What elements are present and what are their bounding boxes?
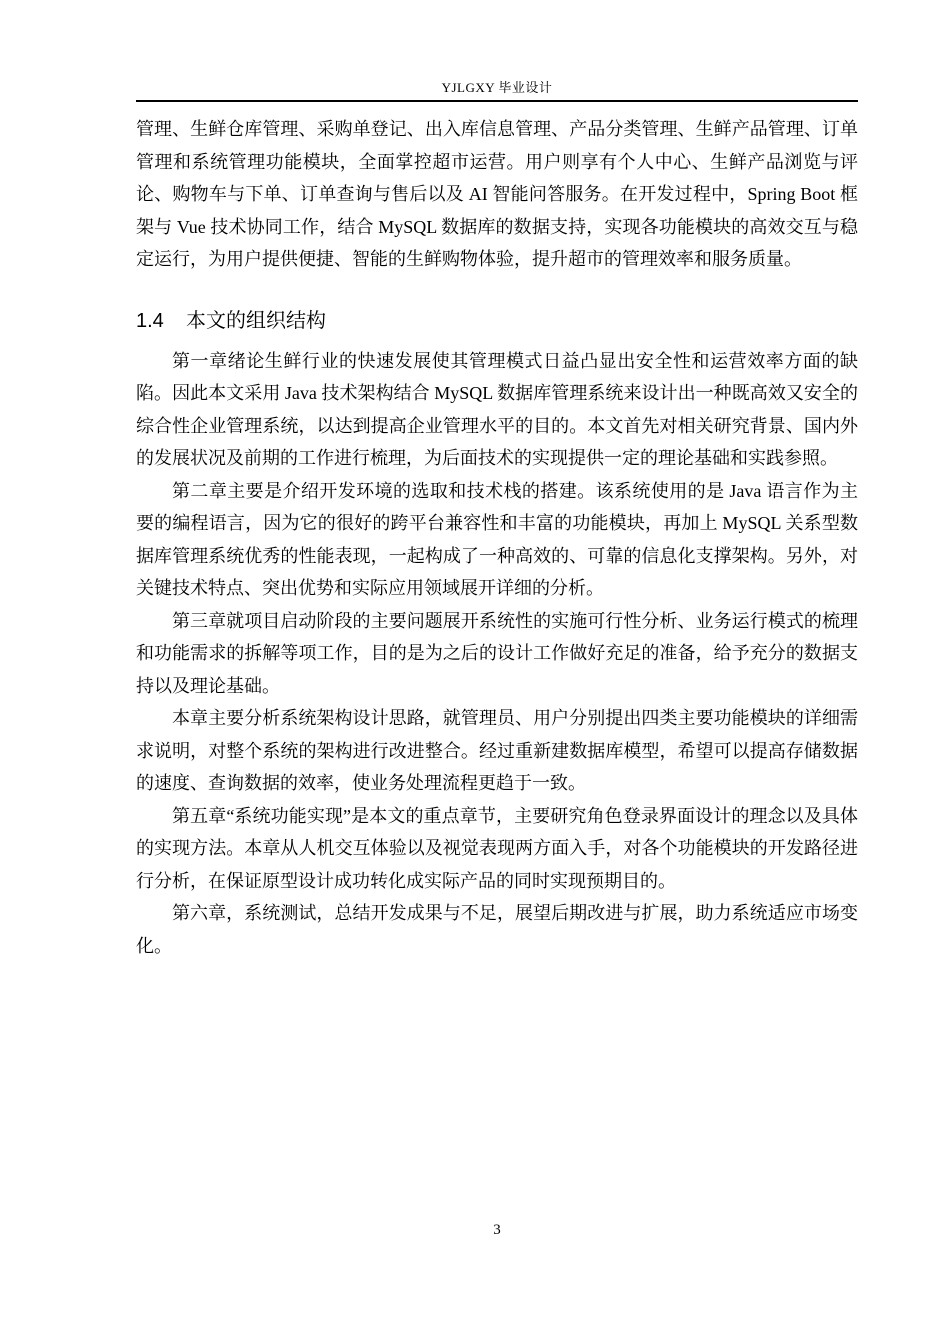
header-divider xyxy=(136,100,858,102)
page-header-title: YJLGXY 毕业设计 xyxy=(441,80,553,95)
page-number: 3 xyxy=(493,1222,501,1238)
section-title: 本文的组织结构 xyxy=(186,307,326,332)
paragraph-chapter-4: 本章主要分析系统架构设计思路，就管理员、用户分别提出四类主要功能模块的详细需求说明，对整个系统的架构进行改进整合。经过重新建数据库模型，希望可以提高存储数据的速度、查询数据的效率，使业务处理流程更趋于一致。 xyxy=(136,708,858,793)
paragraph-chapter-3: 第三章就项目启动阶段的主要问题展开系统性的实施可行性分析、业务运行模式的梳理和功能需求的拆解等项工作，目的是为之后的设计工作做好充足的准备，给予充分的数据支持以及理论基础。 xyxy=(136,610,858,696)
page-body xyxy=(136,113,858,962)
intro-paragraph: 管理、生鲜仓库管理、采购单登记、出入库信息管理、产品分类管理、生鲜产品管理、订单管理和系统管理功能模块，全面掌控超市运营。用户则享有个人中心、生鲜产品浏览与评论、购物车与下单、订单查询与售后以及 AI 智能问答服务。在开发过程中，Spring Boot 框架与 Vue 技术协同工作，结合 MySQL 数据库的数据支持，实现各功能模块的高效交互与稳定运行，为用户提供便捷、智能的生鲜购物体验，提升超市的管理效率和服务质量。 xyxy=(136,119,858,269)
section-heading xyxy=(136,302,858,339)
paragraph-chapter-6: 第六章，系统测试，总结开发成果与不足，展望后期改进与扩展，助力系统适应市场变化。 xyxy=(136,903,858,956)
paragraph-chapter-1: 第一章绪论生鲜行业的快速发展使其管理模式日益凸显出安全性和运营效率方面的缺陷。因此本文采用 Java 技术架构结合 MySQL 数据库管理系统来设计出一种既高效又安全的综合性企业管理系统，以达到提高企业管理水平的目的。本文首先对相关研究背景、国内外的发展状况及前期的工作进行梳理，为后面技术的实现提供一定的理论基础和实践参照。 xyxy=(136,350,858,468)
paragraph-chapter-2: 第二章主要是介绍开发环境的选取和技术栈的搭建。该系统使用的是 Java 语言作为主要的编程语言，因为它的很好的跨平台兼容性和丰富的功能模块，再加上 MySQL 关系型数据库管理系统优秀的性能表现，一起构成了一种高效的、可靠的信息化支撑架构。另外，对关键技术特点、突出优势和实际应用领域展开详细的分析。 xyxy=(136,480,858,598)
section-number: 1.4 xyxy=(136,309,164,332)
paragraph-chapter-5: 第五章“系统功能实现”是本文的重点章节，主要研究角色登录界面设计的理念以及具体的实现方法。本章从人机交互体验以及视觉表现两方面入手，对各个功能模块的开发路径进行分析，在保证原型设计成功转化成实际产品的同时实现预期目的。 xyxy=(136,805,858,891)
